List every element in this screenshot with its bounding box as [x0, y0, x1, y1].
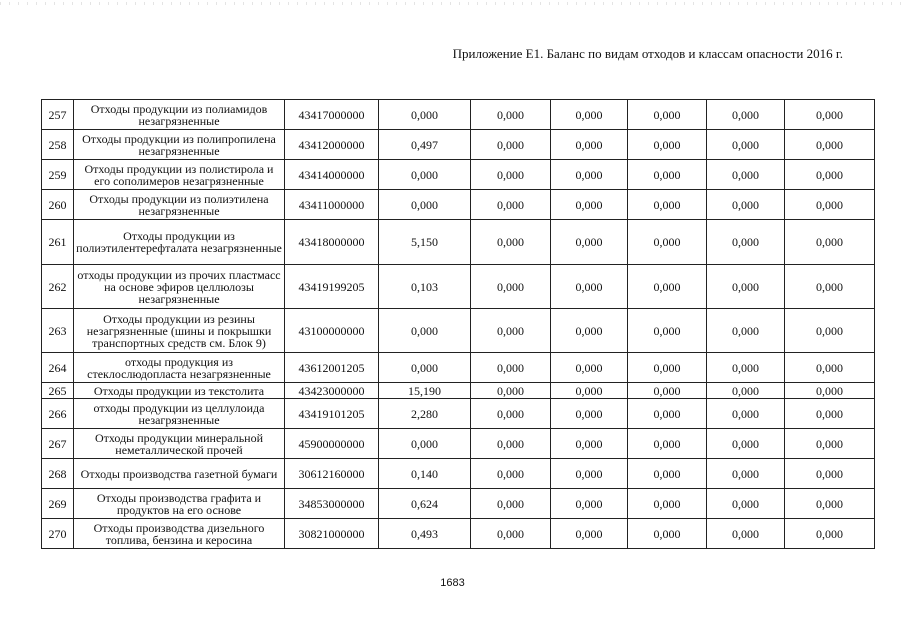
row-number: 266: [42, 399, 74, 429]
row-number: 257: [42, 100, 74, 130]
value-cell: 0,000: [551, 130, 628, 160]
table-row: [42, 399, 875, 429]
table-row: [42, 353, 875, 383]
waste-code: 43100000000: [285, 309, 379, 353]
table-row: [42, 519, 875, 549]
value-cell: 0,000: [628, 309, 707, 353]
value-cell: 0,000: [628, 429, 707, 459]
row-number: 264: [42, 353, 74, 383]
value-cell: 0,103: [379, 265, 471, 309]
value-cell: 0,000: [551, 309, 628, 353]
value-cell: 0,000: [471, 220, 551, 265]
value-cell: 0,000: [785, 265, 875, 309]
waste-name: Отходы продукции из текстолита: [74, 383, 285, 399]
value-cell: 0,000: [785, 489, 875, 519]
value-cell: 0,000: [785, 160, 875, 190]
waste-name: Отходы производства газетной бумаги: [74, 459, 285, 489]
waste-code: 43423000000: [285, 383, 379, 399]
value-cell: 0,000: [707, 190, 785, 220]
table-row: [42, 160, 875, 190]
value-cell: 0,000: [471, 353, 551, 383]
waste-code: 45900000000: [285, 429, 379, 459]
value-cell: 0,000: [379, 429, 471, 459]
row-number: 262: [42, 265, 74, 309]
value-cell: 0,000: [785, 353, 875, 383]
waste-name: отходы продукции из прочих пластмасс на основе эфиров целлюлозы незагрязненные: [74, 265, 285, 309]
value-cell: 0,000: [628, 265, 707, 309]
table-row: [42, 265, 875, 309]
value-cell: 5,150: [379, 220, 471, 265]
waste-name: Отходы продукции из полиэтилена незагрязненные: [74, 190, 285, 220]
value-cell: 0,000: [628, 220, 707, 265]
value-cell: 0,000: [785, 399, 875, 429]
waste-name: Отходы продукции из полиамидов незагрязненные: [74, 100, 285, 130]
value-cell: 0,140: [379, 459, 471, 489]
row-number: 268: [42, 459, 74, 489]
row-number: 258: [42, 130, 74, 160]
value-cell: 0,624: [379, 489, 471, 519]
waste-code: 30821000000: [285, 519, 379, 549]
waste-name: Отходы производства дизельного топлива, бензина и керосина: [74, 519, 285, 549]
value-cell: 0,493: [379, 519, 471, 549]
value-cell: 0,000: [551, 399, 628, 429]
value-cell: 0,000: [551, 100, 628, 130]
value-cell: 0,000: [471, 459, 551, 489]
row-number: 259: [42, 160, 74, 190]
table-row: [42, 130, 875, 160]
value-cell: 0,000: [707, 489, 785, 519]
value-cell: 0,000: [707, 220, 785, 265]
page-heading: Приложение Е1. Баланс по видам отходов и классам опасности 2016 г.: [452, 46, 843, 61]
value-cell: 0,000: [628, 160, 707, 190]
waste-name: отходы продукция из стеклослюдопласта незагрязненные: [74, 353, 285, 383]
value-cell: 0,000: [785, 220, 875, 265]
value-cell: 0,000: [471, 399, 551, 429]
value-cell: 0,000: [379, 353, 471, 383]
waste-name: Отходы продукции из резины незагрязненные (шины и покрышки транспортных средств см. Блок 9): [74, 309, 285, 353]
value-cell: 0,000: [785, 519, 875, 549]
value-cell: 0,000: [707, 429, 785, 459]
waste-balance-table: [41, 99, 875, 549]
waste-code: 43411000000: [285, 190, 379, 220]
waste-name: Отходы продукции из полиэтилентерефталата незагрязненные: [74, 220, 285, 265]
value-cell: 0,000: [707, 100, 785, 130]
value-cell: 0,000: [707, 309, 785, 353]
value-cell: 0,000: [471, 519, 551, 549]
value-cell: 0,000: [551, 160, 628, 190]
waste-code: 30612160000: [285, 459, 379, 489]
waste-name: Отходы производства графита и продуктов на его основе: [74, 489, 285, 519]
value-cell: 0,000: [551, 429, 628, 459]
value-cell: 0,000: [628, 489, 707, 519]
table-row: [42, 100, 875, 130]
value-cell: 0,000: [707, 353, 785, 383]
row-number: 267: [42, 429, 74, 459]
value-cell: 0,000: [628, 353, 707, 383]
value-cell: 0,000: [379, 190, 471, 220]
value-cell: 0,000: [471, 309, 551, 353]
value-cell: 0,000: [785, 383, 875, 399]
table-row: [42, 220, 875, 265]
value-cell: 0,000: [628, 383, 707, 399]
value-cell: 0,000: [471, 489, 551, 519]
row-number: 260: [42, 190, 74, 220]
value-cell: 0,000: [707, 383, 785, 399]
value-cell: 0,000: [707, 519, 785, 549]
value-cell: 0,000: [471, 160, 551, 190]
value-cell: 0,000: [471, 383, 551, 399]
value-cell: 0,000: [379, 309, 471, 353]
value-cell: 0,000: [628, 100, 707, 130]
waste-code: 43417000000: [285, 100, 379, 130]
value-cell: 0,000: [471, 429, 551, 459]
value-cell: 0,000: [707, 265, 785, 309]
value-cell: 0,000: [471, 265, 551, 309]
value-cell: 0,000: [628, 130, 707, 160]
waste-code: 43414000000: [285, 160, 379, 190]
table-row: [42, 429, 875, 459]
row-number: 261: [42, 220, 74, 265]
value-cell: 0,000: [551, 265, 628, 309]
value-cell: 0,000: [628, 399, 707, 429]
value-cell: 0,000: [471, 190, 551, 220]
waste-name: Отходы продукции из полипропилена незагрязненные: [74, 130, 285, 160]
value-cell: 0,000: [551, 383, 628, 399]
value-cell: 0,000: [471, 100, 551, 130]
waste-name: Отходы продукции минеральной неметаллической прочей: [74, 429, 285, 459]
row-number: 270: [42, 519, 74, 549]
value-cell: 0,497: [379, 130, 471, 160]
waste-code: 34853000000: [285, 489, 379, 519]
row-number: 269: [42, 489, 74, 519]
value-cell: 0,000: [628, 190, 707, 220]
value-cell: 15,190: [379, 383, 471, 399]
value-cell: 0,000: [551, 519, 628, 549]
waste-name: Отходы продукции из полистирола и его сополимеров незагрязненные: [74, 160, 285, 190]
value-cell: 0,000: [707, 130, 785, 160]
waste-code: 43419101205: [285, 399, 379, 429]
value-cell: 0,000: [551, 489, 628, 519]
value-cell: 0,000: [785, 429, 875, 459]
table-row: [42, 459, 875, 489]
table-row: [42, 309, 875, 353]
value-cell: 0,000: [551, 459, 628, 489]
waste-code: 43412000000: [285, 130, 379, 160]
value-cell: 0,000: [551, 190, 628, 220]
value-cell: 0,000: [471, 130, 551, 160]
value-cell: 0,000: [707, 459, 785, 489]
table-row: [42, 383, 875, 399]
waste-name: отходы продукции из целлулоида незагрязненные: [74, 399, 285, 429]
table-row: [42, 190, 875, 220]
scan-noise: [0, 2, 905, 5]
value-cell: 0,000: [785, 100, 875, 130]
page-number: 1683: [440, 577, 465, 589]
waste-code: 43612001205: [285, 353, 379, 383]
value-cell: 0,000: [379, 160, 471, 190]
value-cell: 0,000: [379, 100, 471, 130]
row-number: 263: [42, 309, 74, 353]
value-cell: 0,000: [551, 220, 628, 265]
value-cell: 0,000: [551, 353, 628, 383]
value-cell: 0,000: [707, 399, 785, 429]
table-row: [42, 489, 875, 519]
value-cell: 0,000: [628, 459, 707, 489]
value-cell: 0,000: [785, 459, 875, 489]
waste-code: 43419199205: [285, 265, 379, 309]
row-number: 265: [42, 383, 74, 399]
waste-code: 43418000000: [285, 220, 379, 265]
value-cell: 0,000: [785, 130, 875, 160]
value-cell: 0,000: [785, 190, 875, 220]
value-cell: 0,000: [785, 309, 875, 353]
value-cell: 0,000: [628, 519, 707, 549]
value-cell: 2,280: [379, 399, 471, 429]
value-cell: 0,000: [707, 160, 785, 190]
